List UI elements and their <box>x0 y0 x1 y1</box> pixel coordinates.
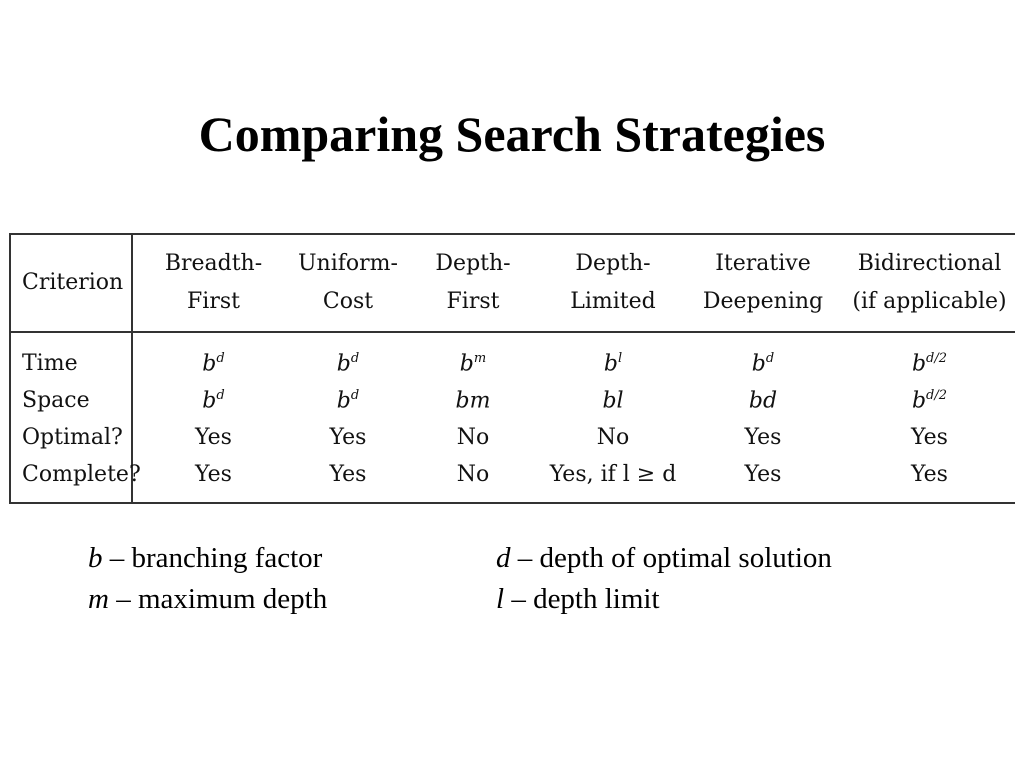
table-cell: No <box>456 425 490 450</box>
cell-exponent: m <box>473 350 487 366</box>
table-cell: Yes <box>195 462 232 487</box>
cell-exponent: d <box>350 387 360 403</box>
criterion-header: Criterion <box>11 235 132 332</box>
legend-item-optimal-depth <box>496 538 832 579</box>
column-header-line1: Breadth- <box>164 251 263 276</box>
column-header-line1: Depth- <box>435 251 511 276</box>
legend-item-depth-limit <box>496 579 660 620</box>
column-header-line2: First <box>446 289 500 314</box>
legend-symbol: l <box>496 583 505 615</box>
column-header-uniform-cost <box>294 235 402 332</box>
column-header-line2: Limited <box>570 289 656 314</box>
legend-symbol: b <box>88 542 103 574</box>
table-cell: Yes <box>911 462 948 487</box>
column-header-line1: Bidirectional <box>857 251 1002 276</box>
table-cell <box>132 382 294 419</box>
table-cell: Yes <box>744 425 782 450</box>
table-cell <box>844 382 1015 419</box>
column-header-breadth-first <box>132 235 294 332</box>
legend-item-maximum-depth <box>88 579 327 620</box>
row-criterion-label: Time <box>11 332 132 382</box>
cell-base: bd <box>748 388 778 414</box>
table-cell: Yes <box>911 425 948 450</box>
column-header-depth-limited <box>544 235 682 332</box>
column-header-line1: Uniform- <box>298 251 398 276</box>
column-header-line1: Iterative <box>715 251 811 276</box>
column-header-line1: Depth- <box>575 251 651 276</box>
table-cell <box>844 332 1015 382</box>
legend-symbol: d <box>496 542 511 574</box>
column-header-line2: Cost <box>322 289 374 314</box>
legend-row <box>88 579 948 620</box>
table-cell: Yes <box>744 462 782 487</box>
cell-base: bl <box>602 388 624 414</box>
cell-base: b <box>336 388 351 414</box>
cell-base: bm <box>455 388 491 414</box>
cell-exponent: d <box>216 350 225 366</box>
legend-item-branching-factor <box>88 538 322 579</box>
table-row-space <box>11 382 1015 419</box>
table-row-optimal <box>11 419 1015 456</box>
cell-base: b <box>911 351 927 377</box>
table-row-complete <box>11 456 1015 503</box>
column-header-bidirectional <box>844 235 1015 332</box>
legend <box>88 538 948 620</box>
slide-title: Comparing Search Strategies <box>198 106 826 162</box>
cell-base: b <box>202 351 217 377</box>
table-cell: Yes, if l ≥ d <box>549 462 677 487</box>
cell-base: b <box>603 351 618 377</box>
cell-base: b <box>336 351 351 377</box>
column-header-line2: (if applicable) <box>852 289 1007 314</box>
table-cell <box>132 332 294 382</box>
cell-base: b <box>751 351 766 377</box>
comparison-table <box>11 235 1015 503</box>
table-cell: No <box>596 425 630 450</box>
table-header-row <box>11 235 1015 332</box>
cell-exponent: d <box>350 350 360 366</box>
legend-text: – maximum depth <box>108 583 328 615</box>
table-cell: Yes <box>195 425 232 450</box>
row-criterion-label: Optimal? <box>11 419 132 456</box>
cell-base: b <box>911 388 927 414</box>
legend-row <box>88 538 948 579</box>
legend-text: – depth limit <box>504 583 660 615</box>
legend-text: – branching factor <box>102 542 323 574</box>
legend-symbol: m <box>88 583 109 615</box>
table-cell <box>402 332 544 382</box>
table-cell: Yes <box>329 462 367 487</box>
legend-text: – depth of optimal solution <box>510 542 832 574</box>
cell-base: b <box>459 351 474 377</box>
row-criterion-label: Complete? <box>11 456 132 503</box>
cell-exponent: l <box>617 350 623 366</box>
column-header-line2: Deepening <box>702 289 824 314</box>
cell-exponent: d/2 <box>926 350 948 366</box>
table-cell: No <box>456 462 490 487</box>
table-cell <box>544 382 682 419</box>
cell-exponent: d/2 <box>926 387 948 403</box>
table-cell <box>294 332 402 382</box>
cell-exponent: d <box>216 387 225 403</box>
table-row-time <box>11 332 1015 382</box>
column-header-depth-first <box>402 235 544 332</box>
table-cell <box>682 382 844 419</box>
table-cell <box>682 332 844 382</box>
column-header-line2: First <box>187 289 240 314</box>
comparison-table-container <box>9 233 1015 504</box>
cell-base: b <box>202 388 217 414</box>
cell-exponent: d <box>765 350 775 366</box>
table-cell <box>294 382 402 419</box>
table-cell: Yes <box>329 425 367 450</box>
table-cell <box>402 382 544 419</box>
column-header-iterative-deepening <box>682 235 844 332</box>
row-criterion-label: Space <box>11 382 132 419</box>
table-cell <box>544 332 682 382</box>
